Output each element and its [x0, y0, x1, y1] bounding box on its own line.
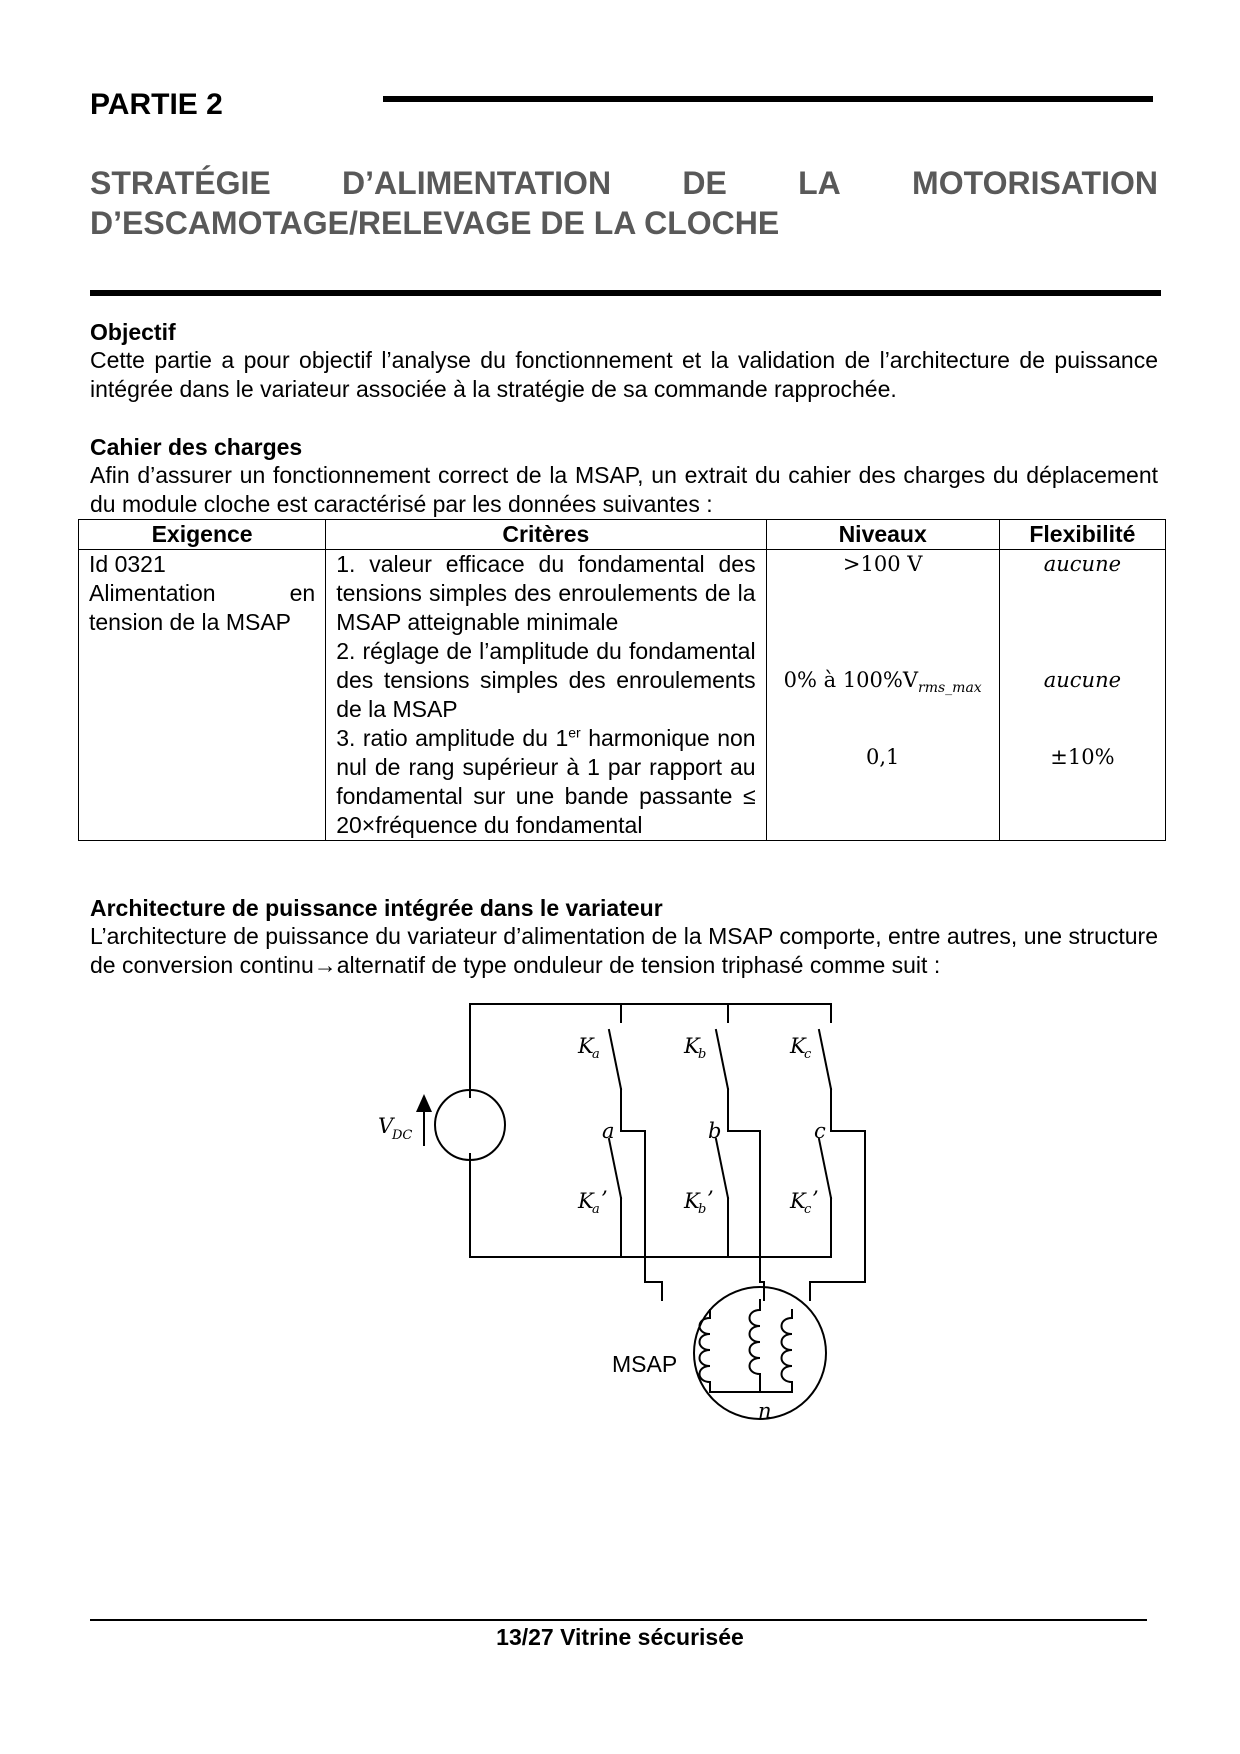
voltage-arrow-head [416, 1094, 432, 1112]
neutral-wire [710, 1374, 792, 1392]
critere-3-post: harmonique non nul de rang supérieur à 1 par rapport au fondamental sur une bande passante ≤ 20×fréquence du fondamental [336, 725, 756, 838]
critere-3-sup: er [568, 724, 581, 741]
kc-prime-mark: ’ [812, 1187, 819, 1211]
architecture-heading: Architecture de puissance intégrée dans le variateur [90, 895, 663, 921]
neutral-label: n [758, 1399, 772, 1423]
node-a-label: a [602, 1119, 615, 1143]
ka-prime-label: K [578, 1189, 594, 1213]
title-word: LA [798, 165, 841, 201]
title-word: MOTORISATION [912, 165, 1158, 201]
header-exigence: Exigence [79, 520, 326, 550]
voltage-source-circle [435, 1090, 505, 1160]
switch-ka [609, 1030, 621, 1198]
critere-1: 1. valeur efficace du fondamental des tensions simples des enroulements de la MSAP atteignable minimale [336, 551, 756, 635]
kc-label: K [790, 1034, 806, 1058]
kb-prime-sub: b [698, 1202, 707, 1217]
header-niveaux: Niveaux [766, 520, 999, 550]
title-word: D’ALIMENTATION [342, 165, 612, 201]
flexibilite-2: aucune [1043, 668, 1122, 692]
ka-sub: a [592, 1047, 600, 1062]
switch-kb [716, 1030, 728, 1198]
header-flexibilite: Flexibilité [999, 520, 1165, 550]
ka-prime-mark: ’ [601, 1187, 608, 1211]
winding-a [700, 1318, 711, 1382]
winding-b [750, 1310, 761, 1374]
niveau-2-sub: rms_max [918, 680, 982, 696]
kc-prime-label: K [790, 1189, 806, 1213]
flexibilite-3: ±10% [1050, 745, 1115, 769]
kc-prime-sub: c [804, 1202, 812, 1217]
critere-2: 2. réglage de l’amplitude du fondamental des tensions simples des enroulements de la MSAP [336, 638, 756, 722]
exigence-id: Id 0321 [89, 551, 166, 577]
phase-b-wire [760, 1131, 764, 1300]
kb-prime-mark: ’ [707, 1187, 714, 1211]
footer-rule [90, 1619, 1147, 1621]
kb-label: K [684, 1034, 700, 1058]
node-b-label: b [708, 1119, 722, 1143]
vdc-label: V [378, 1114, 394, 1138]
objectif-heading: Objectif [90, 319, 176, 345]
title-word: DE [682, 165, 727, 201]
header-criteres: Critères [326, 520, 766, 550]
vdc-sub: DC [392, 1128, 413, 1143]
exigence-text: Alimentation en tension de la MSAP [89, 580, 316, 635]
niveau-3: 0,1 [865, 745, 900, 769]
ka-label: K [578, 1034, 594, 1058]
title-line-2: D’ESCAMOTAGE/RELEVAGE DE LA CLOCHE [90, 205, 780, 241]
flexibilite-1: aucune [1043, 552, 1122, 576]
phase-a-wire [645, 1131, 662, 1300]
ka-prime-sub: a [592, 1202, 600, 1217]
architecture-text: L’architecture de puissance du variateur d’alimentation de la MSAP comporte, entre autres, une structure de conversion continu→alternatif de type onduleur de tension triphasé comme suit : [90, 923, 1158, 978]
dc-bus [470, 1004, 831, 1257]
kb-sub: b [698, 1047, 707, 1062]
title-word: STRATÉGIE [90, 165, 271, 201]
kc-sub: c [804, 1047, 812, 1062]
cahier-heading: Cahier des charges [90, 434, 303, 460]
phase-c-wire [810, 1131, 865, 1300]
motor-label: MSAP [612, 1351, 678, 1377]
part-label: PARTIE 2 [90, 88, 223, 121]
niveau-1: >100 V [842, 552, 923, 576]
objectif-text: Cette partie a pour objectif l’analyse du fonctionnement et la validation de l’architecture de puissance intégrée dans le variateur associée à la stratégie de sa commande rapprochée. [90, 347, 1158, 402]
cahier-text: Afin d’assurer un fonctionnement correct de la MSAP, un extrait du cahier des charges du déplacement du module cloche est caractérisé par les données suivantes : [90, 462, 1158, 517]
switch-kc [819, 1030, 831, 1198]
winding-c [782, 1318, 793, 1382]
node-c-label: c [814, 1119, 826, 1143]
page-footer: 13/27 Vitrine sécurisée [496, 1624, 744, 1650]
kb-prime-label: K [684, 1189, 700, 1213]
niveau-2-main: 0% à 100%V [783, 668, 919, 692]
critere-3-pre: 3. ratio amplitude du 1 [336, 725, 569, 751]
